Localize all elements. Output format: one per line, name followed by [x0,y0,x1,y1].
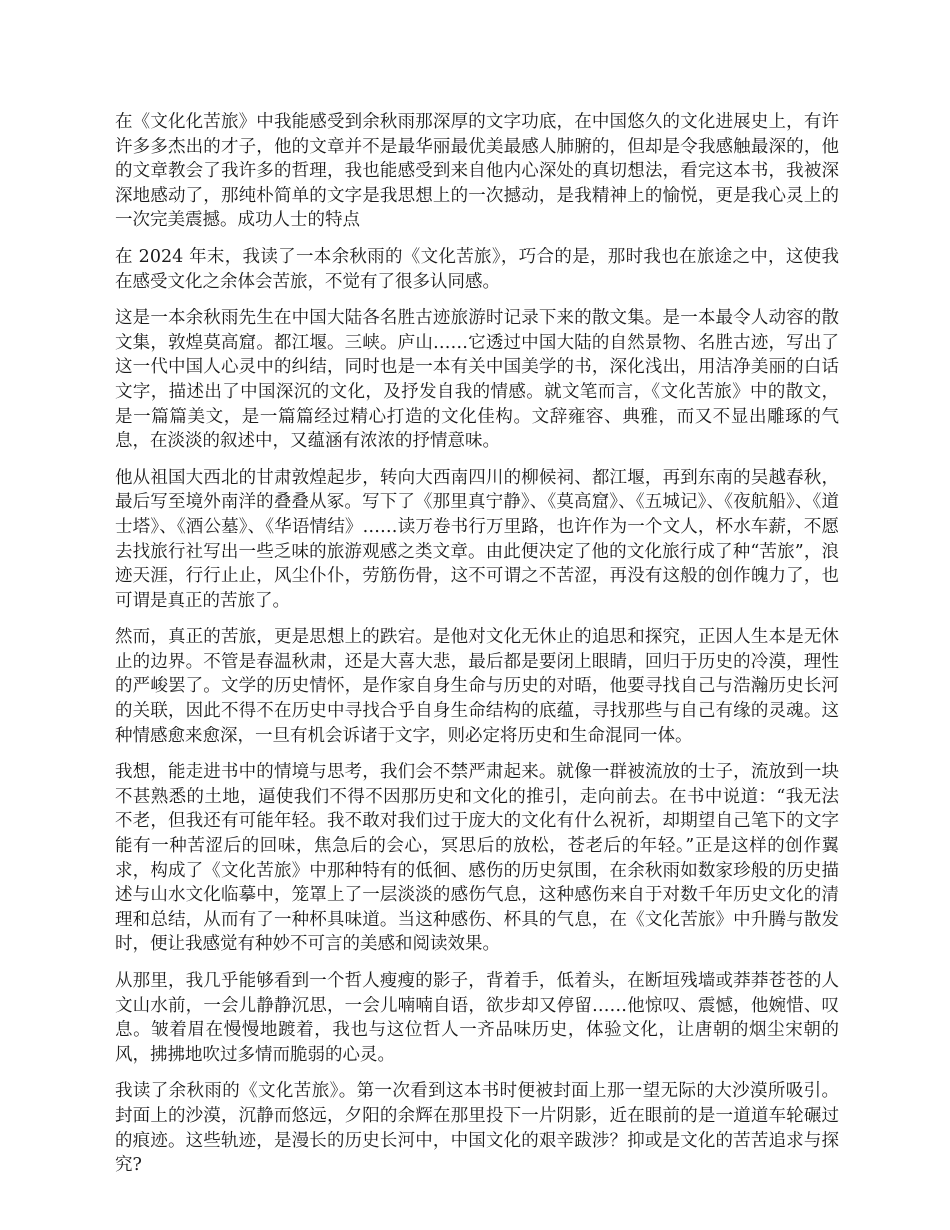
paragraph-7: 从那里，我几乎能够看到一个哲人瘦瘦的影子，背着手，低着头，在断垣残墙或莽莽苍苍的人文山水前，一会儿静静沉思，一会儿喃喃自语，欲步却又停留……他惊叹、震憾，他婉惜、叹息。皱着眉在慢慢地踱着，我也与这位哲人一齐品味历史，体验文化，让唐朝的烟尘宋朝的风，拂拂地吹过多情而脆弱的心灵。 [115,971,839,1065]
paragraph-8: 我读了余秋雨的《文化苦旅》。第一次看到这本书时便被封面上那一望无际的大沙漠所吸引。封面上的沙漠，沉静而悠远，夕阳的余辉在那里投下一片阴影，近在眼前的是一道道车轮碾过的痕迹。这些轨迹，是漫长的历史长河中，中国文化的艰辛跋涉？抑或是文化的苦苦追求与探究? [115,1081,839,1176]
document-body [115,110,839,1190]
paragraph-4: 他从祖国大西北的甘肃敦煌起步，转向大西南四川的柳候祠、都江堰，再到东南的吴越春秋，最后写至境外南洋的叠叠从冢。写下了《那里真宁静》、《莫高窟》、《五城记》、《夜航船》、《道士塔》、《酒公墓》、《华语情结》……读万卷书行万里路，也许作为一个文人，杯水车薪，不愿去找旅行社写出一些乏味的旅游观感之类文章。由此便决定了他的文化旅行成了种“苦旅”，浪迹天涯，行行止止，风尘仆仆，劳筋伤骨，这不可谓之不苦涩，再没有这般的创作魄力了，也可谓是真正的苦旅了。 [115,467,839,611]
paragraph-1: 在《文化化苦旅》中我能感受到余秋雨那深厚的文字功底，在中国悠久的文化进展史上，有许许多多杰出的才子，他的文章并不是最华丽最优美最感人肺腑的，但却是令我感触最深的，他的文章教会了我许多的哲理，我也能感受到来自他内心深处的真切想法，看完这本书，我被深深地感动了，那纯朴简单的文字是我思想上的一次撼动，是我精神上的愉悦，更是我心灵上的一次完美震撼。成功人士的特点 [115,112,839,231]
paragraph-3: 这是一本余秋雨先生在中国大陆各名胜古迹旅游时记录下来的散文集。是一本最令人动容的散文集，敦煌莫高窟。都江堰。三峡。庐山……它透过中国大陆的自然景物、名胜古迹，写出了这一代中国人心灵中的纠结，同时也是一本有关中国美学的书，深化浅出，用洁净美丽的白话文字，描述出了中国深沉的文化，及抒发自我的情感。就文笔而言，《文化苦旅》中的散文，是一篇篇美文，是一篇篇经过精心打造的文化佳构。文辞雍容、典雅，而又不显出雕琢的气息，在淡淡的叙述中，又蕴涵有浓浓的抒情意味。 [115,308,839,452]
paragraph-2: 在 2024 年末，我读了一本余秋雨的《文化苦旅》，巧合的是，那时我也在旅途之中，这使我在感受文化之余体会苦旅，不觉有了很多认同感。 [115,246,839,292]
paragraph-6: 我想，能走进书中的情境与思考，我们会不禁严肃起来。就像一群被流放的士子，流放到一块不甚熟悉的土地，逼使我们不得不因那历史和文化的推引，走向前去。在书中说道：“我无法不老，但我还有可能年轻。我不敢对我们过于庞大的文化有什么祝祈，却期望自己笔下的文字能有一种苦涩后的回味，焦急后的会心，冥思后的放松，苍老后的年轻。”正是这样的创作翼求，构成了《文化苦旅》中那种特有的低徊、感伤的历史氛围，在余秋雨如数家珍般的历史描述与山水文化临摹中，笼罩上了一层淡淡的感伤气息，这种感伤来自于对数千年历史文化的清理和总结，从而有了一种杯具味道。当这种感伤、杯具的气息，在《文化苦旅》中升腾与散发时，便让我感觉有种妙不可言的美感和阅读效果。 [115,762,839,955]
paragraph-5: 然而，真正的苦旅，更是思想上的跌宕。是他对文化无休止的追思和探究，正因人生本是无休止的边界。不管是春温秋肃，还是大喜大悲，最后都是要闭上眼睛，回归于历史的冷漠，理性的严峻罢了。文学的历史情怀，是作家自身生命与历史的对晤，他要寻找自己与浩瀚历史长河的关联，因此不得不在历史中寻找合乎自身生命结构的底蕴，寻找那些与自己有缘的灵魂。这种情感愈来愈深，一旦有机会诉诸于文字，则必定将历史和生命混同一体。 [115,627,839,746]
